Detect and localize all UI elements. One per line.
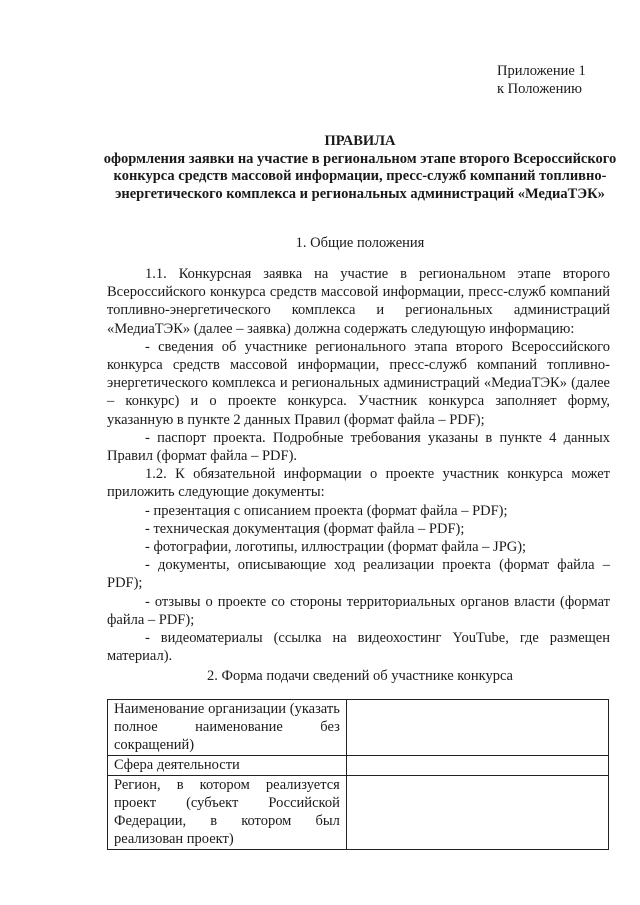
table-row	[108, 776, 609, 850]
paragraph: - презентация с описанием проекта (формат файла – PDF);	[145, 502, 508, 519]
participant-form-table	[107, 699, 609, 850]
title-main: ПРАВИЛА	[324, 133, 396, 149]
appendix-note	[497, 62, 586, 98]
paragraph: - видеоматериалы (ссылка на видеохостинг YouTube, где размещен материал).	[107, 630, 610, 665]
form-label-cell: Регион, в котором реализуется проект (субъект Российской Федерации, в котором был реализован проект)	[108, 776, 347, 850]
section-2-heading: 2. Форма подачи сведений об участнике конкурса	[206, 668, 513, 684]
paragraph: 1.2. К обязательной информации о проекте участник конкурса может приложить следующие документы:	[107, 466, 610, 501]
table-row	[108, 700, 609, 756]
paragraph: - фотографии, логотипы, иллюстрации (формат файла – JPG);	[145, 539, 527, 556]
paragraph: - техническая документация (формат файла – PDF);	[145, 520, 465, 537]
form-value-cell[interactable]	[346, 776, 608, 850]
paragraph: - документы, описывающие ход реализации проекта (формат файла – PDF);	[107, 557, 610, 592]
paragraph: - сведения об участнике регионального этапа второго Всероссийского конкурса средств массовой информации, пресс-служб компаний топливно-энергетического комплекса и региональных администраций «МедиаТЭК» (далее – конкурс) и о проекте конкурса. Участник конкурса заполняет форму, указанную в пункте 2 данных Правил (формат файла – PDF);	[107, 338, 610, 428]
table-row	[108, 756, 609, 776]
appendix-line-1: Приложение 1	[497, 63, 586, 79]
paragraph: 1.1. Конкурсная заявка на участие в региональном этапе второго Всероссийского конкурса средств массовой информации, пресс-служб компаний топливно-энергетического комплекса и региональных администраций «МедиаТЭК» (далее – заявка) должна содержать следующую информацию:	[107, 266, 610, 337]
title-subtitle: оформления заявки на участие в региональном этапе второго Всероссийского конкурса средств массовой информации, пресс-служб компаний топливно-энергетического комплекса и региональных администраций «МедиаТЭК»	[103, 150, 617, 202]
section-1-heading: 1. Общие положения	[295, 235, 425, 251]
appendix-line-2: к Положению	[497, 81, 582, 97]
section-1-body	[107, 265, 610, 665]
form-label-cell: Сфера деятельности	[108, 756, 347, 776]
form-label-cell: Наименование организации (указать полное наименование без сокращений)	[108, 700, 347, 756]
paragraph: - паспорт проекта. Подробные требования указаны в пункте 4 данных Правил (формат файла – PDF).	[107, 429, 610, 465]
form-value-cell[interactable]	[346, 700, 608, 756]
paragraph: - отзывы о проекте со стороны территориальных органов власти (формат файла – PDF);	[107, 593, 610, 628]
form-value-cell[interactable]	[346, 756, 608, 776]
document-title	[100, 133, 620, 203]
